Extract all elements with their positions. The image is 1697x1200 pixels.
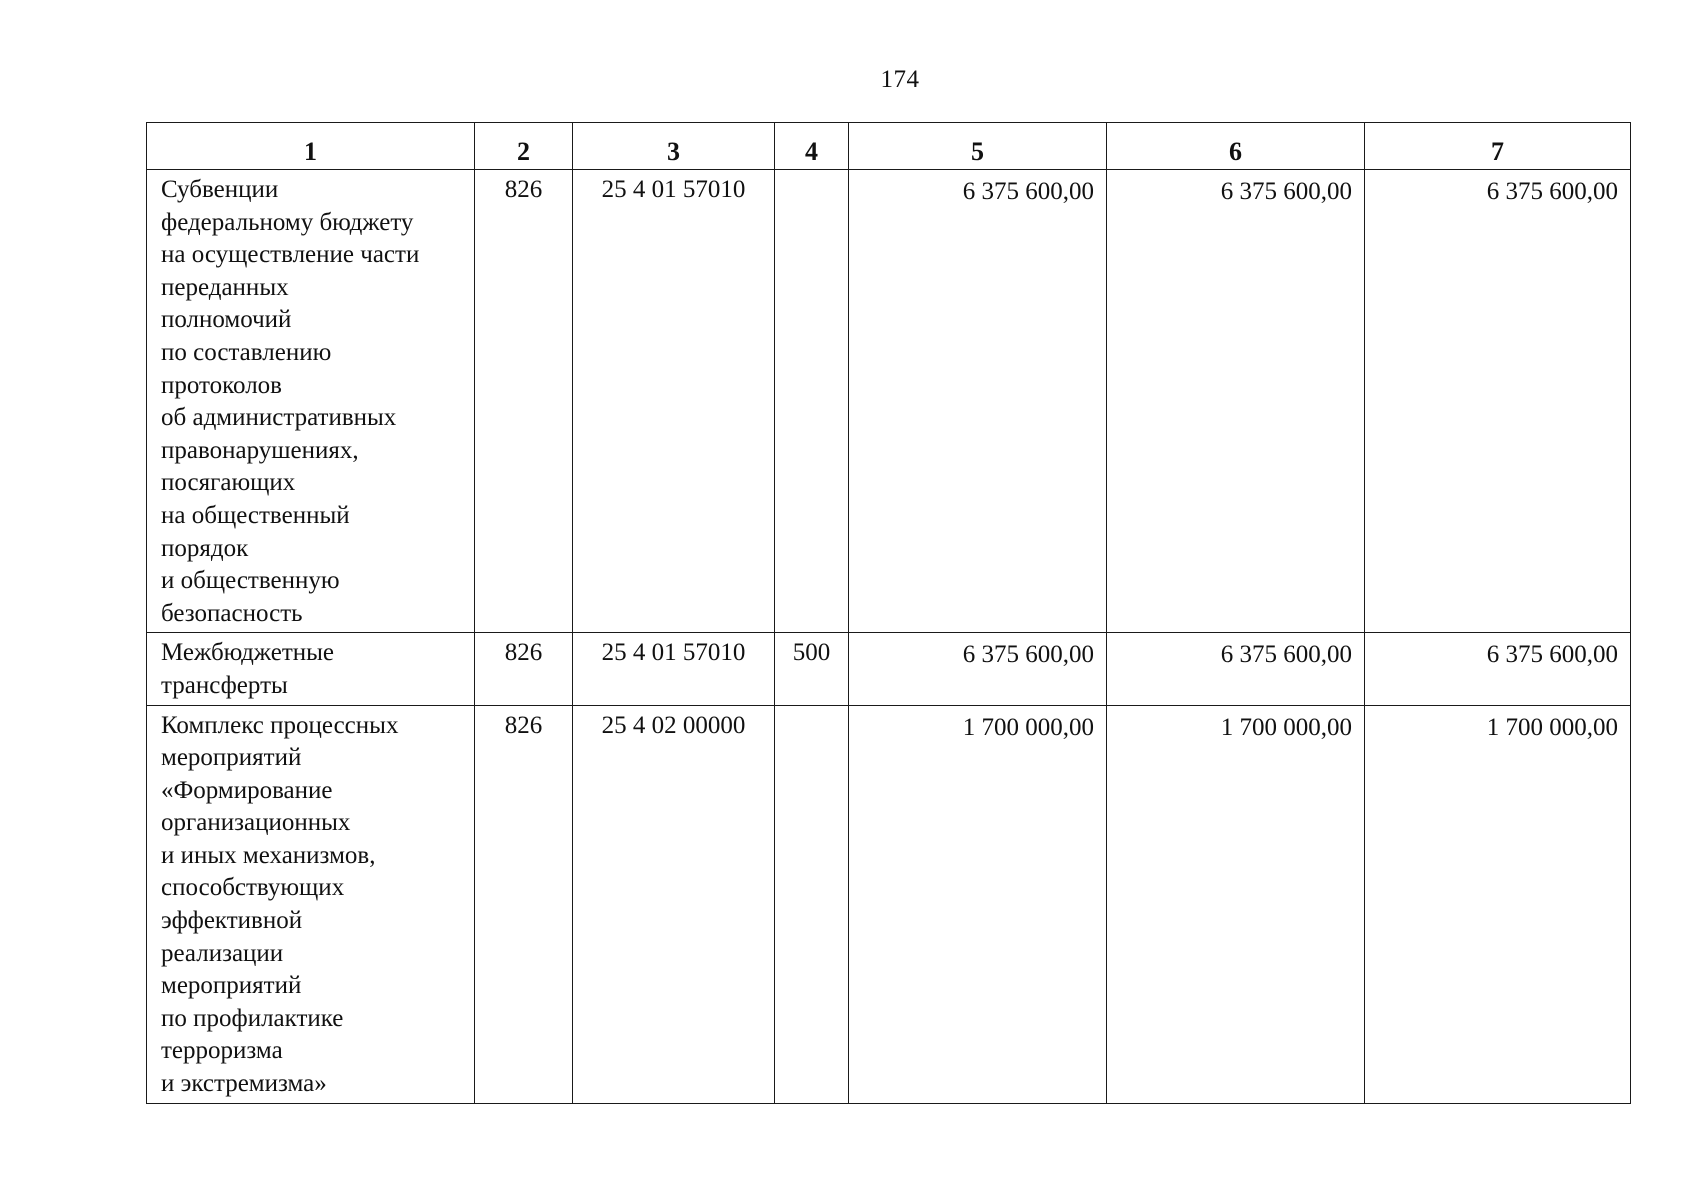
expense-type-cell: 500 [775, 633, 849, 705]
name-line: и экстремизма» [161, 1070, 327, 1098]
row-name-cell [147, 633, 475, 705]
name-line: протоколов [161, 371, 282, 399]
admin-code-cell: 826 [475, 633, 573, 705]
name-line: трансферты [161, 671, 288, 699]
target-article-cell: 25 4 01 57010 [573, 633, 775, 705]
admin-code-cell: 826 [475, 170, 573, 633]
name-line: федеральному бюджету [161, 208, 414, 236]
amount-col5-cell: 6 375 600,00 [849, 170, 1107, 633]
amount-col6-cell: 6 375 600,00 [1107, 633, 1365, 705]
header-row [147, 123, 1631, 170]
expense-type-cell [775, 170, 849, 633]
table-row [147, 705, 1631, 1103]
header-col-3: 3 [573, 123, 775, 170]
name-line: по составлению [161, 338, 332, 366]
header-col-1: 1 [147, 123, 475, 170]
name-line: об административных [161, 404, 397, 432]
name-line: организационных [161, 809, 351, 837]
name-line: эффективной [161, 907, 303, 935]
target-article-cell: 25 4 01 57010 [573, 170, 775, 633]
header-col-6: 6 [1107, 123, 1365, 170]
header-col-2: 2 [475, 123, 573, 170]
name-line: Комплекс процессных [161, 711, 399, 739]
amount-col5-cell: 1 700 000,00 [849, 705, 1107, 1103]
name-line: терроризма [161, 1037, 283, 1065]
amount-col5-cell: 6 375 600,00 [849, 633, 1107, 705]
name-line: правонарушениях, [161, 436, 359, 464]
amount-col6-cell: 1 700 000,00 [1107, 705, 1365, 1103]
table-row [147, 633, 1631, 705]
name-line: порядок [161, 534, 249, 562]
name-line: безопасность [161, 599, 303, 627]
header-col-4: 4 [775, 123, 849, 170]
header-col-7: 7 [1365, 123, 1631, 170]
name-line: и иных механизмов, [161, 841, 376, 869]
name-line: на осуществление части [161, 241, 420, 269]
table-row [147, 170, 1631, 633]
admin-code-cell: 826 [475, 705, 573, 1103]
name-line: Субвенции [161, 176, 279, 203]
name-line: Межбюджетные [161, 639, 335, 667]
expense-type-cell [775, 705, 849, 1103]
name-line: на общественный [161, 501, 350, 529]
amount-col7-cell: 1 700 000,00 [1365, 705, 1631, 1103]
page-number: 174 [880, 66, 920, 93]
name-line: посягающих [161, 469, 296, 497]
name-line: «Формирование [161, 776, 333, 804]
name-line: переданных [161, 273, 289, 301]
name-line: способствующих [161, 874, 345, 902]
header-col-5: 5 [849, 123, 1107, 170]
name-line: по профилактике [161, 1004, 344, 1032]
amount-col7-cell: 6 375 600,00 [1365, 633, 1631, 705]
amount-col7-cell: 6 375 600,00 [1365, 170, 1631, 633]
target-article-cell: 25 4 02 00000 [573, 705, 775, 1103]
name-line: мероприятий [161, 972, 302, 1000]
name-line: реализации [161, 939, 284, 967]
row-name-cell [147, 705, 475, 1103]
amount-col6-cell: 6 375 600,00 [1107, 170, 1365, 633]
row-name-cell [147, 170, 475, 633]
name-line: и общественную [161, 567, 340, 595]
name-line: мероприятий [161, 744, 302, 772]
budget-table [146, 122, 1631, 1104]
name-line: полномочий [161, 306, 292, 334]
